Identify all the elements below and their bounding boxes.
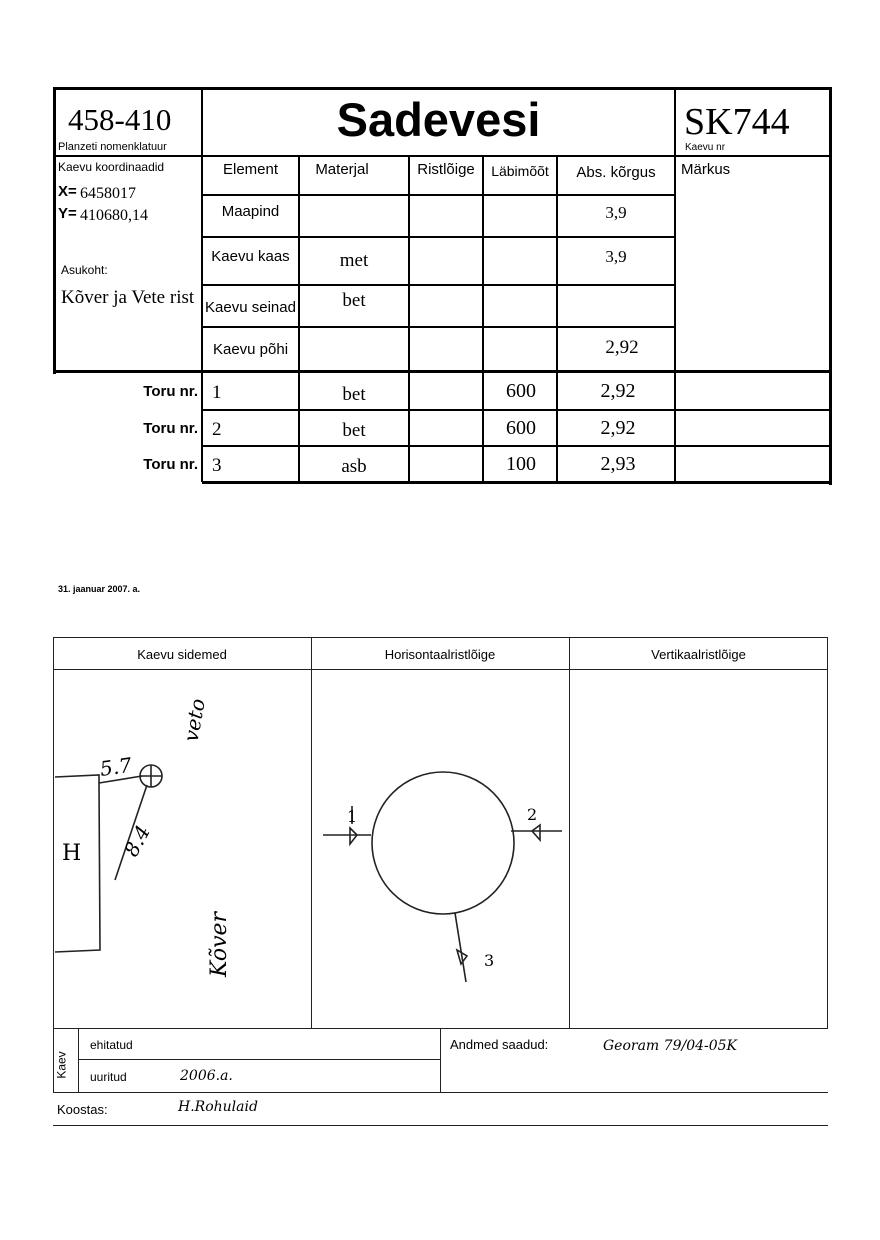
source-value: Georam 79/04-05K — [603, 1038, 738, 1054]
handwriting-3: 3 — [484, 951, 495, 970]
page-title: Sadevesi — [336, 93, 541, 146]
sketch-header-vertical: Vertikaalristlõige — [651, 647, 746, 662]
author-label: Koostas: — [57, 1102, 108, 1117]
pipe-label: Toru nr. — [143, 420, 198, 437]
row-element: Kaevu põhi — [212, 341, 289, 358]
handwriting-veto: veto — [178, 696, 210, 744]
header-diameter: Läbimõõt — [491, 163, 549, 179]
header-element: Element — [222, 161, 279, 178]
row-abs-height: 2,92 — [605, 337, 639, 358]
pipe-diameter: 100 — [506, 453, 536, 475]
row-element: Kaevu seinad — [205, 299, 296, 316]
row-material: met — [339, 250, 369, 271]
row-abs-height: 3,9 — [605, 247, 627, 266]
surveyed-value: 2006.a. — [180, 1068, 233, 1084]
nomenclature-label: Planzeti nomenklatuur — [58, 141, 167, 153]
document-date: 31. jaanuar 2007. a. — [58, 584, 141, 594]
pipe-label: Toru nr. — [143, 383, 198, 400]
header-abs-height: Abs. kõrgus — [576, 164, 656, 181]
footer-side-label: Kaev — [54, 1051, 69, 1079]
well-number-value: SK744 — [684, 101, 790, 143]
row-element: Maapind — [221, 203, 280, 220]
pipe-number: 3 — [212, 455, 222, 476]
pipe-diameter: 600 — [506, 380, 536, 402]
handwriting-1: 1 — [347, 807, 358, 826]
x-value: 6458017 — [80, 185, 136, 202]
surveyed-label: uuritud — [90, 1070, 127, 1084]
handwriting-h: H — [62, 841, 82, 866]
handwriting-8-4: 8.4 — [118, 821, 156, 861]
well-number-label: Kaevu nr — [685, 142, 726, 153]
y-value: 410680,14 — [80, 207, 148, 224]
header-material: Materjal — [315, 161, 369, 178]
pipe-number: 2 — [212, 419, 222, 440]
pipe-label: Toru nr. — [143, 456, 198, 473]
pipe-material: asb — [341, 456, 367, 477]
pipe-number: 1 — [212, 382, 222, 403]
header-remark: Märkus — [681, 161, 731, 178]
pipe-material: bet — [342, 384, 366, 405]
pipe-diameter: 600 — [506, 417, 536, 439]
source-label: Andmed saadud: — [450, 1037, 549, 1052]
row-element: Kaevu kaas — [211, 248, 290, 265]
header-cross-section: Ristlõige — [417, 161, 475, 178]
sketch-header-connections: Kaevu sidemed — [137, 647, 227, 662]
y-label: Y= — [58, 205, 77, 222]
nomenclature-value: 458-410 — [68, 102, 172, 137]
handwriting-2: 2 — [527, 805, 538, 824]
location-value: Kõver ja Vete rist — [61, 287, 195, 308]
row-material: bet — [342, 290, 366, 311]
built-label: ehitatud — [90, 1038, 133, 1052]
pipe-abs-height: 2,92 — [600, 380, 636, 402]
location-label: Asukoht: — [61, 263, 108, 277]
pipe-abs-height: 2,92 — [600, 417, 636, 439]
row-abs-height: 3,9 — [605, 203, 627, 222]
handwriting-kover: Kõver — [207, 911, 232, 977]
author-value: H.Rohulaid — [178, 1099, 258, 1115]
pipe-material: bet — [342, 420, 366, 441]
pipe-abs-height: 2,93 — [600, 453, 636, 475]
x-label: X= — [58, 183, 77, 200]
coordinates-label: Kaevu koordinaadid — [58, 160, 165, 174]
sketch-header-horizontal: Horisontaalristlõige — [384, 647, 496, 662]
handwriting-5-7: 5.7 — [98, 752, 134, 781]
